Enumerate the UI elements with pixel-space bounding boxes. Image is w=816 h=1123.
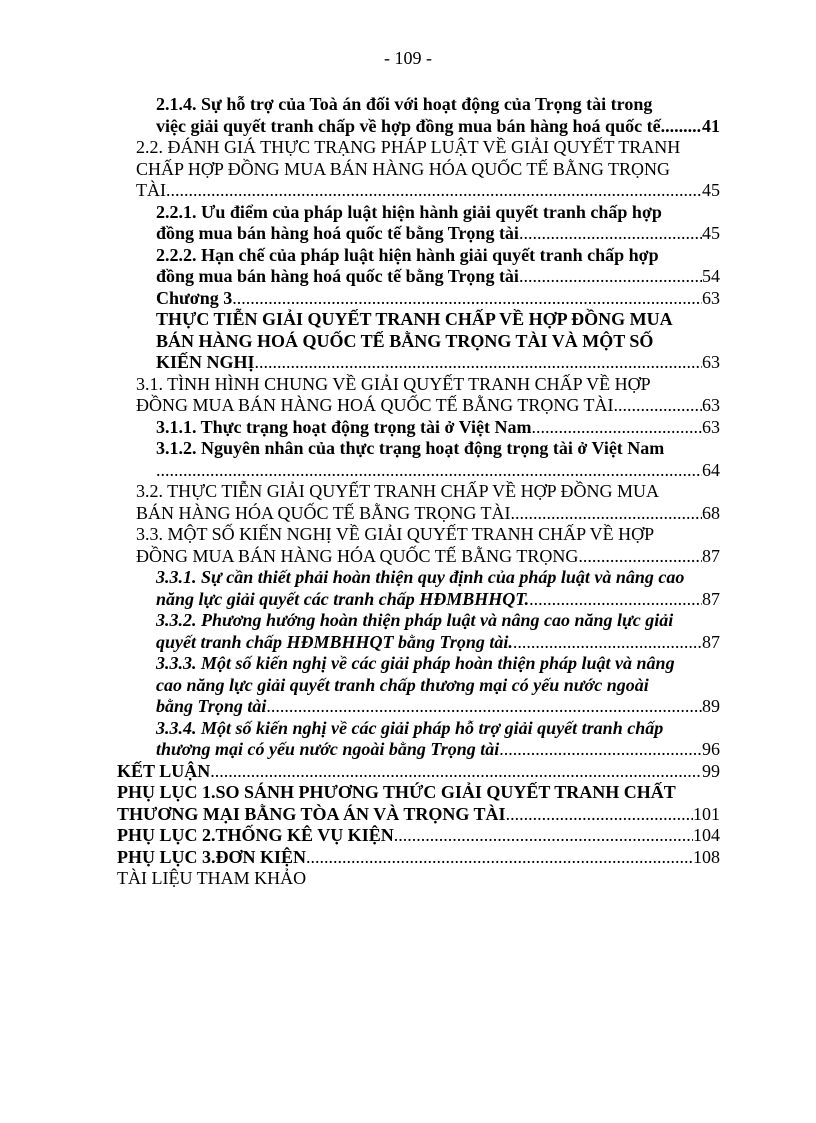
toc-entry-2-2-2[interactable]: [156, 245, 720, 288]
toc-line: ĐỒNG MUA BÁN HÀNG HOÁ QUỐC TẾ BẰNG TRỌNG TÀI: [136, 395, 614, 415]
toc-page-number: 96: [702, 739, 720, 759]
toc-line: BÁN HÀNG HOÁ QUỐC TẾ BẰNG TRỌNG TÀI VÀ MỘT SỐ: [156, 330, 654, 351]
toc-line: 2.2.1. Ưu điểm của pháp luật hiện hành giải quyết tranh chấp hợp: [156, 201, 662, 222]
toc-line: BÁN HÀNG HÓA QUỐC TẾ BẰNG TRỌNG TÀI: [136, 502, 511, 523]
toc-line: THỰC TIỄN GIẢI QUYẾT TRANH CHẤP VỀ HỢP ĐỒNG MUA: [156, 309, 673, 329]
toc-line: KIẾN NGHỊ: [156, 352, 255, 372]
toc-entry-2-2-1[interactable]: [156, 202, 720, 245]
toc-entry-appendix-1[interactable]: [117, 782, 720, 825]
toc-entry-3-3-4[interactable]: [156, 718, 720, 761]
toc-line: 2.2. ĐÁNH GIÁ THỰC TRẠNG PHÁP LUẬT VỀ GIẢI QUYẾT TRANH: [136, 137, 681, 157]
toc-page-number: 63: [702, 352, 720, 372]
toc-page-number: 45: [702, 180, 720, 200]
toc-page-number: 99: [702, 760, 720, 781]
toc-entry-chapter-3-title[interactable]: [156, 309, 720, 374]
toc-page-number: 87: [702, 545, 720, 566]
toc-line: 3.2. THỰC TIỄN GIẢI QUYẾT TRANH CHẤP VỀ HỢP ĐỒNG MUA: [136, 481, 659, 501]
toc-page-number: 68: [702, 502, 720, 523]
toc-entry-appendix-2[interactable]: [117, 825, 720, 847]
toc-entry-3-1-1[interactable]: [156, 417, 720, 439]
toc-page-number: 87: [702, 588, 720, 609]
toc-line: thương mại có yếu nước ngoài bằng Trọng tài: [156, 739, 500, 759]
toc-page-number: 64: [702, 459, 720, 480]
toc-line: năng lực giải quyết các tranh chấp HĐMBHHQT.: [156, 588, 530, 609]
toc-page-number: 45: [702, 223, 720, 243]
toc-entry-2-2[interactable]: [136, 137, 720, 202]
toc-line: CHẤP HỢP ĐỒNG MUA BÁN HÀNG HÓA QUỐC TẾ BẰNG TRỌNG: [136, 158, 671, 179]
toc-page-number: 41: [702, 115, 720, 136]
toc-entry-3-3-2[interactable]: [156, 610, 720, 653]
toc-page-number: 63: [702, 395, 720, 415]
toc-entry-appendix-3[interactable]: [117, 847, 720, 869]
toc-page-number: 63: [702, 287, 720, 308]
toc-line: đồng mua bán hàng hoá quốc tế bằng Trọng tài: [156, 266, 519, 286]
toc-line: KẾT LUẬN: [117, 760, 211, 781]
toc-page-number: 89: [702, 696, 720, 716]
toc-page-number: 108: [693, 846, 720, 867]
toc-line: THƯƠNG MẠI BẰNG TÒA ÁN VÀ TRỌNG TÀI: [117, 803, 506, 824]
toc-line: việc giải quyết tranh chấp về hợp đồng mua bán hàng hoá quốc tế: [156, 115, 661, 136]
toc-page-number: 101: [693, 803, 720, 824]
toc-entry-3-3-3[interactable]: [156, 653, 720, 718]
toc-line: 3.1.2. Nguyên nhân của thực trạng hoạt động trọng tài ở Việt Nam: [156, 438, 665, 458]
toc-line: 3.3.3. Một số kiến nghị về các giải pháp hoàn thiện pháp luật và nâng: [156, 653, 675, 673]
toc-line: TÀI LIỆU THAM KHẢO: [117, 868, 307, 888]
toc-line: đồng mua bán hàng hoá quốc tế bằng Trọng tài: [156, 223, 519, 243]
toc-entry-3-1-2[interactable]: [156, 438, 720, 481]
toc-line: 3.3.2. Phương hướng hoàn thiện pháp luật và nâng cao năng lực giải: [156, 610, 674, 630]
toc-line: 3.3. MỘT SỐ KIẾN NGHỊ VỀ GIẢI QUYẾT TRANH CHẤP VỀ HỢP: [136, 524, 655, 544]
toc-page-number: 104: [693, 825, 720, 845]
toc-entry-3-1[interactable]: [136, 374, 720, 417]
toc-entry-3-3[interactable]: [136, 524, 720, 567]
toc-line: quyết tranh chấp HĐMBHHQT bằng Trọng tài.: [156, 631, 513, 652]
toc-entry-2-1-4[interactable]: [156, 94, 720, 137]
toc-line: 2.1.4. Sự hỗ trợ của Toà án đối với hoạt động của Trọng tài trong: [156, 94, 653, 114]
page-number: - 109 -: [384, 48, 432, 68]
toc-entry-3-2[interactable]: [136, 481, 720, 524]
toc-line: Chương 3: [156, 287, 233, 308]
toc-page-number: 54: [702, 266, 720, 286]
toc-entry-conclusion[interactable]: [117, 761, 720, 783]
toc-line: 3.3.4. Một số kiến nghị về các giải pháp hỗ trợ giải quyết tranh chấp: [156, 717, 664, 738]
table-of-contents: [0, 94, 816, 890]
toc-entry-3-3-1[interactable]: [156, 567, 720, 610]
toc-line: cao năng lực giải quyết tranh chấp thương mại có yếu nước ngoài: [156, 674, 649, 695]
toc-entry-references[interactable]: [117, 868, 720, 890]
toc-line: 3.1.1. Thực trạng hoạt động trọng tài ở Việt Nam: [156, 416, 532, 437]
toc-page-number: 87: [702, 631, 720, 652]
toc-line: ĐỒNG MUA BÁN HÀNG HÓA QUỐC TẾ BẰNG TRỌNG: [136, 545, 579, 566]
toc-line: 3.3.1. Sự cần thiết phải hoàn thiện quy định của pháp luật và nâng cao: [156, 567, 685, 587]
toc-line: PHỤ LỤC 3.ĐƠN KIỆN: [117, 846, 307, 867]
toc-entry-chapter-3[interactable]: [156, 288, 720, 310]
toc-line: PHỤ LỤC 2.THỐNG KÊ VỤ KIỆN: [117, 825, 394, 845]
toc-line: TÀI: [136, 180, 166, 200]
toc-line: 2.2.2. Hạn chế của pháp luật hiện hành giải quyết tranh chấp hợp: [156, 244, 659, 265]
toc-line: 3.1. TÌNH HÌNH CHUNG VỀ GIẢI QUYẾT TRANH CHẤP VỀ HỢP: [136, 373, 651, 394]
toc-page-number: 63: [702, 416, 720, 437]
toc-line: PHỤ LỤC 1.SO SÁNH PHƯƠNG THỨC GIẢI QUYẾT TRANH CHẤT: [117, 782, 676, 802]
toc-line: bằng Trọng tài: [156, 696, 267, 716]
